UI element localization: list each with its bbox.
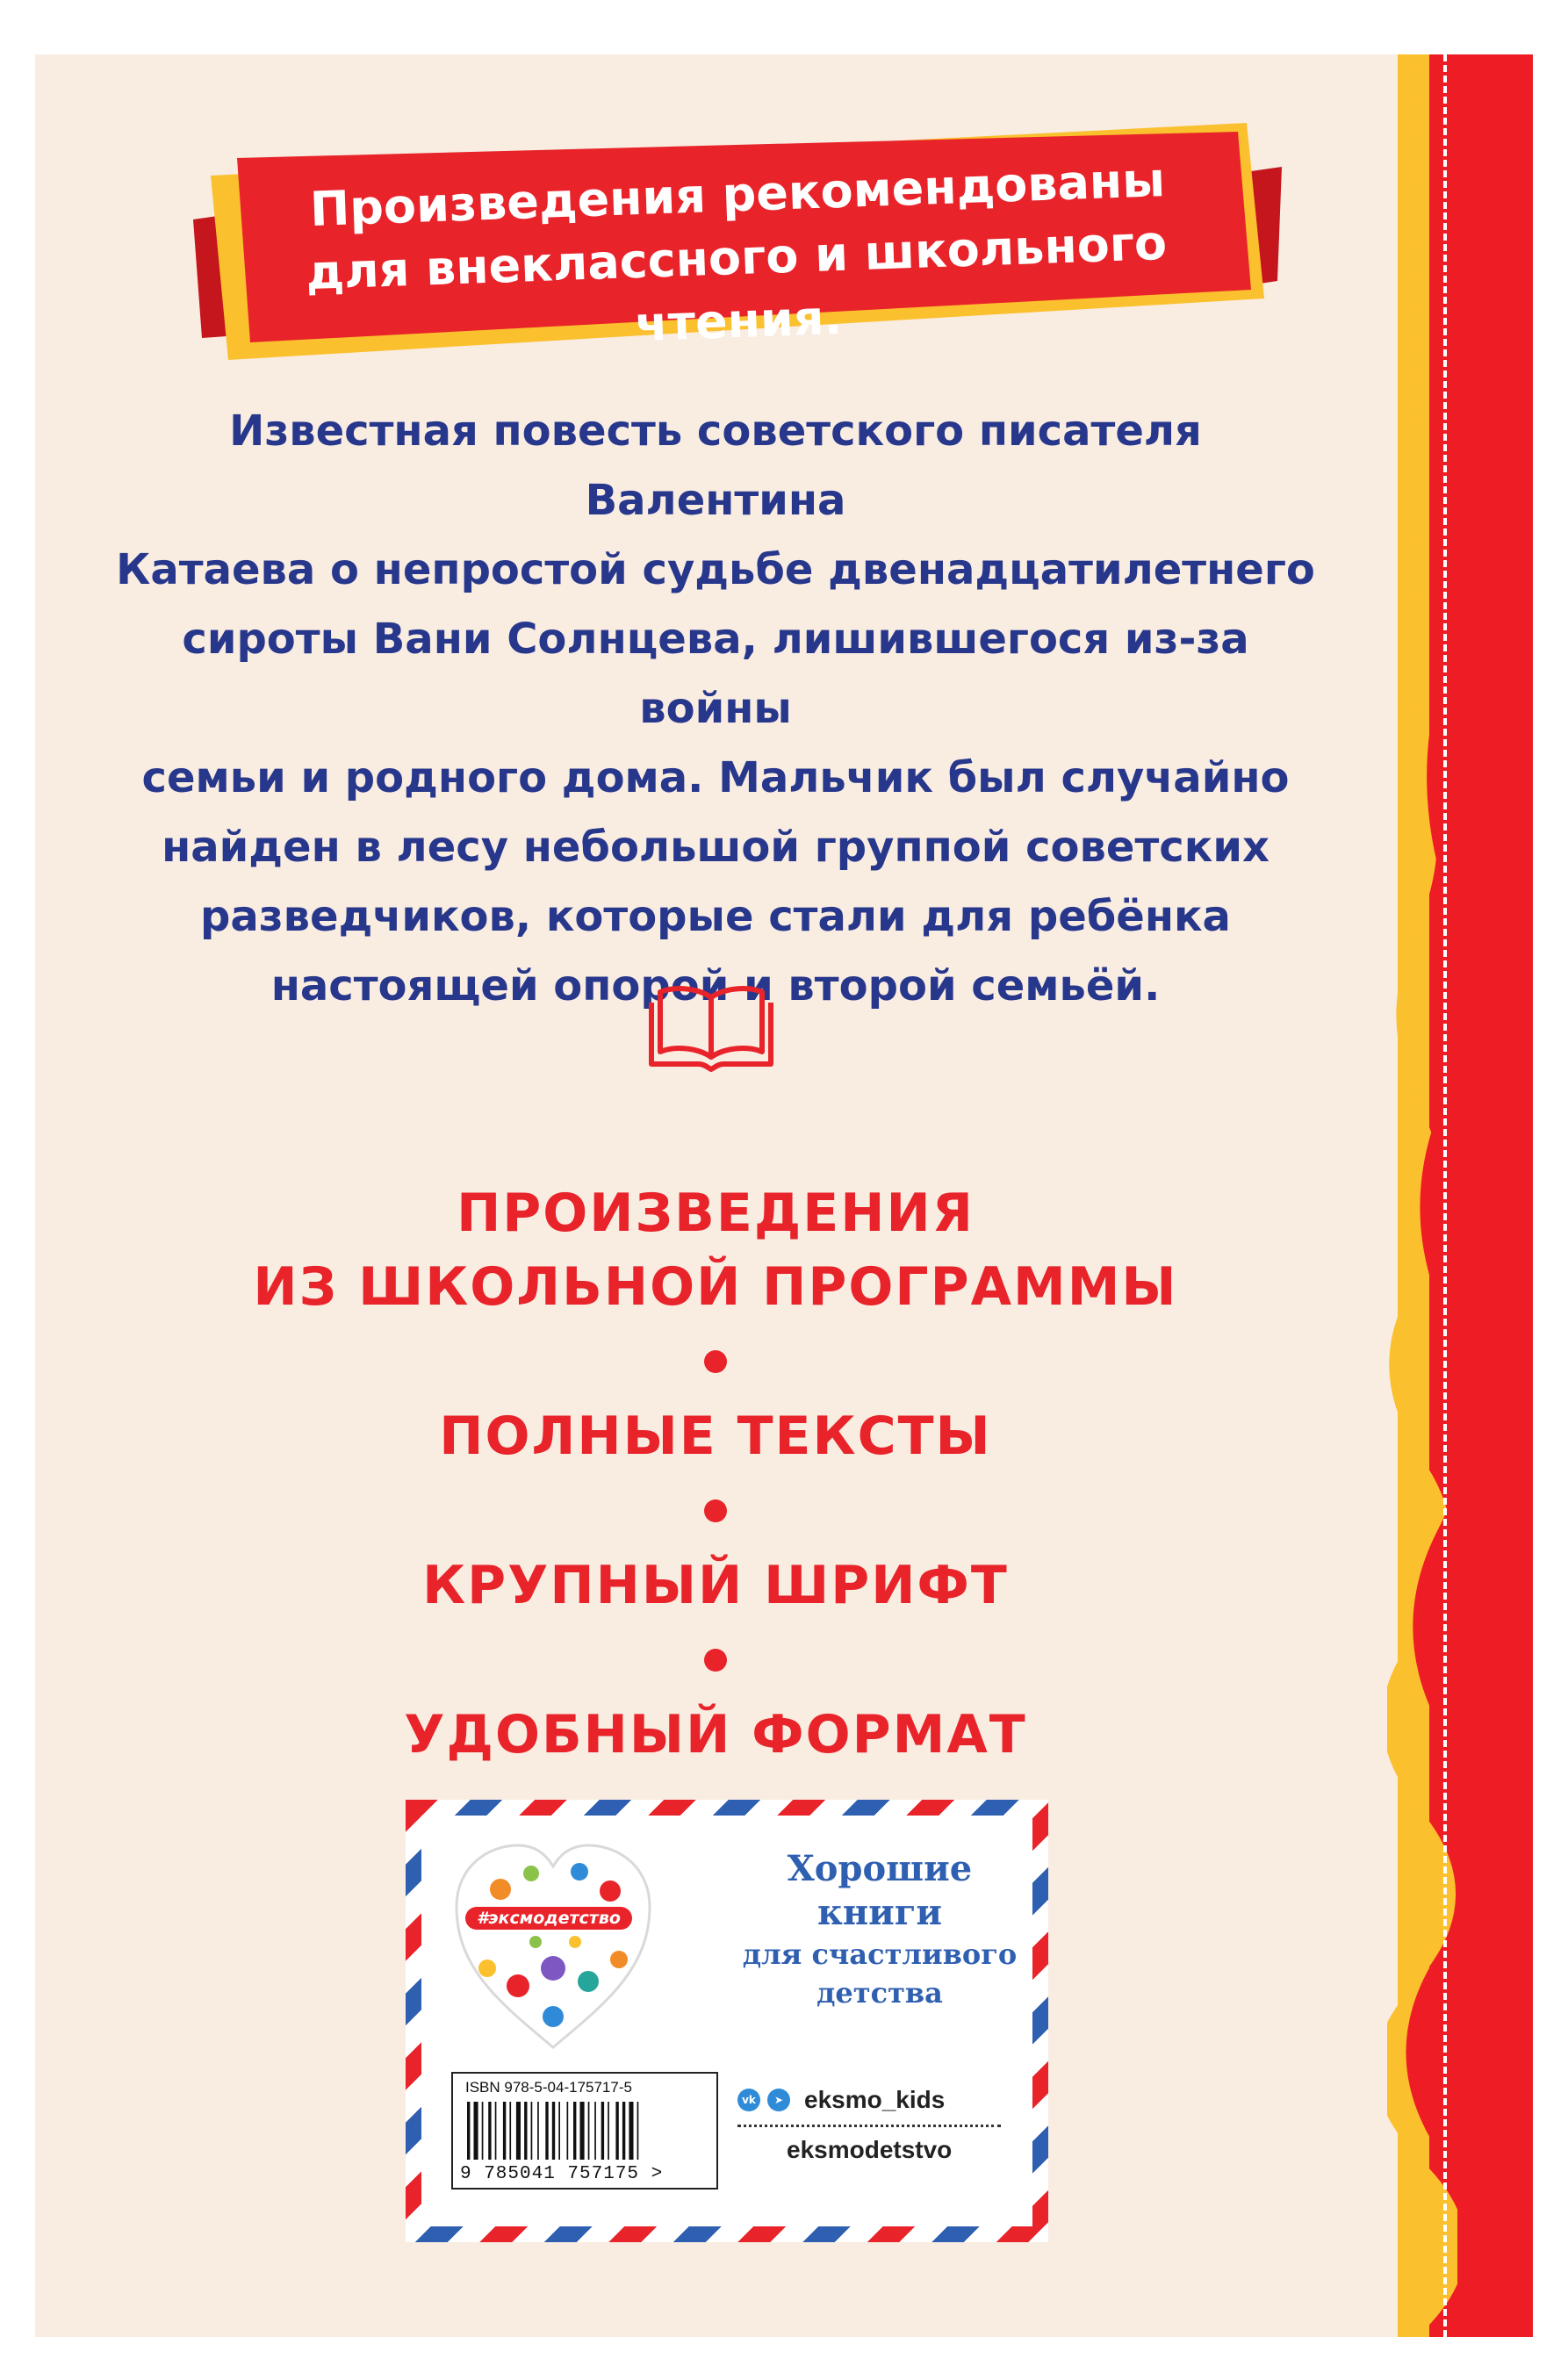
barcode-bar [629, 2102, 633, 2160]
barcode-bar [580, 2102, 585, 2160]
bullet-dot [704, 1350, 727, 1373]
barcode-bar [537, 2102, 539, 2160]
feature-full-texts: ПОЛНЫЕ ТЕКСТЫ [439, 1406, 992, 1467]
barcode-bar [488, 2102, 491, 2160]
social-links [737, 2081, 1018, 2164]
barcode-bar [615, 2102, 618, 2160]
spine-stitch-line [1443, 54, 1447, 2337]
description-line: настоящей опорой и второй семьёй. [270, 961, 1161, 1010]
feature-school-program-line1: ПРОИЗВЕДЕНИЯ [457, 1183, 975, 1244]
description-line: найден в лесу небольшой группой советских [162, 823, 1270, 872]
barcode-bar [545, 2102, 548, 2160]
barcode-bar [524, 2102, 527, 2160]
barcode-bar [495, 2102, 497, 2160]
isbn-barcode-block [451, 2072, 718, 2190]
website-name[interactable]: eksmodetstvo [787, 2136, 953, 2163]
bullet-dot [704, 1499, 727, 1522]
isbn-label: ISBN 978-5-04-175717-5 [465, 2079, 632, 2096]
barcode-bar [594, 2102, 596, 2160]
slogan-line-3: для счастливого [742, 1938, 1018, 1971]
barcode-bar [509, 2102, 511, 2160]
barcode-bar [558, 2102, 560, 2160]
banner-line-2: для внеклассного и школьного чтения. [305, 214, 1169, 353]
barcode-bar [552, 2102, 555, 2160]
barcode-digits: 9 785041 757175 > [460, 2164, 709, 2184]
book-description [105, 397, 1326, 1021]
description-line: сироты Вани Солнцева, лишившегося из-за войны [182, 615, 1249, 733]
barcode-bar [573, 2102, 576, 2160]
description-line: семьи и родного дома. Мальчик был случайно [141, 753, 1290, 802]
telegram-icon[interactable]: ➤ [767, 2089, 790, 2111]
slogan-line-1: Хорошие [787, 1848, 973, 1889]
barcode-bar [637, 2102, 639, 2160]
barcode-bar [601, 2102, 604, 2160]
features-list [211, 1176, 1220, 1772]
heart-logo-icon [448, 1837, 658, 2056]
spine-wave-edge [1387, 54, 1457, 2337]
barcode-bar [588, 2102, 590, 2160]
feature-large-font: КРУПНЫЙ ШРИФТ [422, 1555, 1009, 1616]
description-line: разведчиков, которые стали для ребёнка [200, 892, 1231, 941]
barcode-bar [608, 2102, 609, 2160]
barcode-bar [531, 2102, 533, 2160]
barcode-bar [622, 2102, 625, 2160]
social-handle[interactable]: eksmo_kids [804, 2086, 946, 2113]
barcode-bar [567, 2102, 569, 2160]
feature-school-program-line2: ИЗ ШКОЛЬНОЙ ПРОГРАММЫ [253, 1256, 1178, 1318]
vk-icon[interactable]: vk [737, 2089, 760, 2111]
publisher-envelope [406, 1800, 1048, 2242]
barcode-graphic [462, 2102, 708, 2163]
banner-text [263, 152, 1212, 353]
bullet-dot [704, 1649, 727, 1672]
barcode-bar [503, 2102, 506, 2160]
slogan-line-4: детства [816, 1976, 943, 2010]
dotted-divider [737, 2125, 1001, 2127]
barcode-bar [482, 2102, 484, 2160]
description-line: Катаева о непростой судьбе двенадцатилетнего [116, 545, 1315, 594]
barcode-bar [474, 2102, 478, 2160]
envelope-inner [421, 1816, 1032, 2226]
feature-convenient-format: УДОБНЫЙ ФОРМАТ [404, 1704, 1027, 1765]
hashtag-label: #эксмодетство [465, 1907, 632, 1930]
open-book-icon [646, 976, 776, 1073]
social-row [737, 2081, 1018, 2119]
publisher-slogan [730, 1847, 1029, 2012]
slogan-line-2: книги [816, 1892, 942, 1933]
barcode-bar [467, 2102, 470, 2160]
banner-line-1: Произведения рекомендованы [308, 152, 1166, 237]
barcode-bar [516, 2102, 521, 2160]
description-line: Известная повесть советского писателя Валентина [229, 406, 1202, 525]
